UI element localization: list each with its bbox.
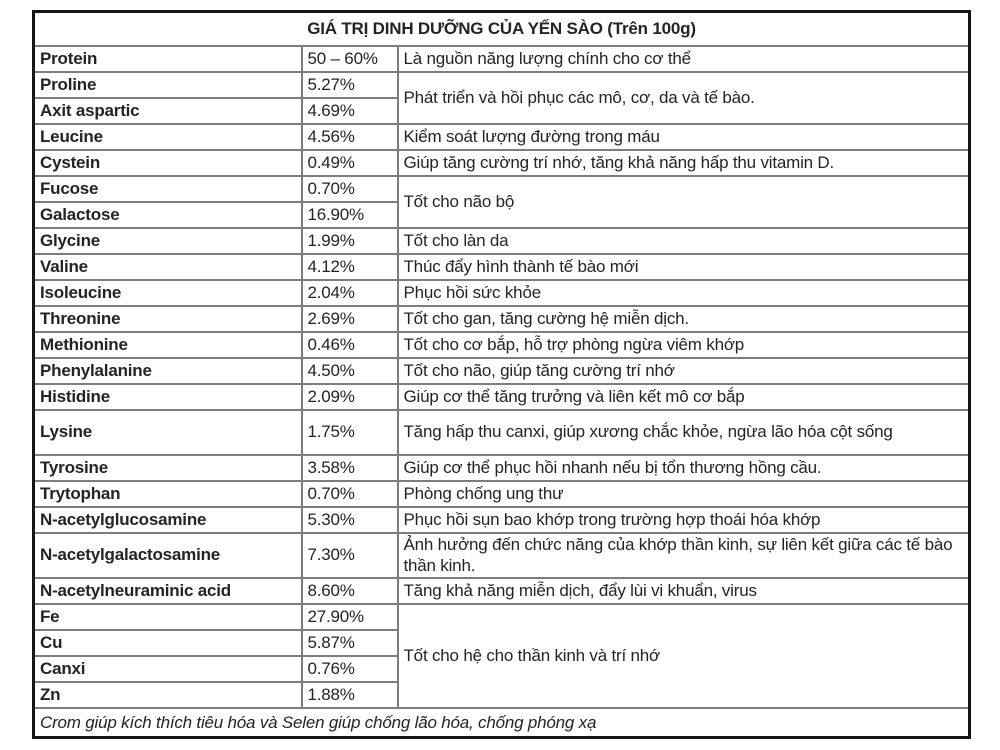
nutrient-value: 0.76% (302, 656, 398, 682)
nutrient-name: Phenylalanine (34, 358, 302, 384)
nutrient-name: Cystein (34, 150, 302, 176)
nutrient-value: 5.87% (302, 630, 398, 656)
table-row (34, 384, 970, 410)
table-title-row (34, 12, 970, 47)
nutrient-name: N-acetylneuraminic acid (34, 578, 302, 604)
nutrient-value: 16.90% (302, 202, 398, 228)
table-row (34, 254, 970, 280)
table-footer-note: Crom giúp kích thích tiêu hóa và Selen giúp chống lão hóa, chống phóng xạ (34, 708, 970, 738)
nutrient-name: Fucose (34, 176, 302, 202)
nutrient-desc: Phục hồi sụn bao khớp trong trường hợp thoái hóa khớp (398, 507, 970, 533)
nutrient-value: 1.75% (302, 410, 398, 455)
nutrient-name: N-acetylglucosamine (34, 507, 302, 533)
table-row (34, 306, 970, 332)
table-row (34, 604, 970, 630)
nutrient-name: Glycine (34, 228, 302, 254)
nutrient-desc: Tăng hấp thu canxi, giúp xương chắc khỏe, ngừa lão hóa cột sống (398, 410, 970, 455)
nutrition-table (32, 10, 971, 739)
nutrient-name: Fe (34, 604, 302, 630)
nutrient-desc: Tăng khả năng miễn dịch, đẩy lùi vi khuẩn, virus (398, 578, 970, 604)
table-row (34, 481, 970, 507)
nutrient-name: Zn (34, 682, 302, 708)
nutrient-name: Lysine (34, 410, 302, 455)
nutrient-name: Galactose (34, 202, 302, 228)
nutrient-value: 27.90% (302, 604, 398, 630)
table-title: GIÁ TRỊ DINH DƯỠNG CỦA YẾN SÀO (Trên 100g) (34, 12, 970, 47)
nutrient-desc: Tốt cho làn da (398, 228, 970, 254)
nutrient-desc: Là nguồn năng lượng chính cho cơ thể (398, 46, 970, 72)
table-row (34, 72, 970, 98)
table-row (34, 228, 970, 254)
table-row (34, 507, 970, 533)
table-row (34, 332, 970, 358)
table-row (34, 124, 970, 150)
nutrient-value: 4.50% (302, 358, 398, 384)
nutrient-value: 1.88% (302, 682, 398, 708)
nutrient-value: 4.12% (302, 254, 398, 280)
nutrient-desc: Tốt cho hệ cho thần kinh và trí nhớ (398, 604, 970, 708)
nutrient-value: 2.69% (302, 306, 398, 332)
nutrient-name: Leucine (34, 124, 302, 150)
table-row (34, 533, 970, 578)
nutrient-value: 0.70% (302, 481, 398, 507)
nutrient-desc: Ảnh hưởng đến chức năng của khớp thần kinh, sự liên kết giữa các tế bào thần kinh. (398, 533, 970, 578)
table-row (34, 358, 970, 384)
table-row (34, 150, 970, 176)
nutrient-desc: Tốt cho não, giúp tăng cường trí nhớ (398, 358, 970, 384)
table-row (34, 280, 970, 306)
table-row (34, 46, 970, 72)
nutrient-value: 0.49% (302, 150, 398, 176)
nutrient-value: 2.09% (302, 384, 398, 410)
nutrient-value: 50 – 60% (302, 46, 398, 72)
nutrient-desc: Phục hồi sức khỏe (398, 280, 970, 306)
table-footer-row (34, 708, 970, 738)
table-row (34, 578, 970, 604)
nutrient-desc: Kiểm soát lượng đường trong máu (398, 124, 970, 150)
nutrient-value: 4.56% (302, 124, 398, 150)
nutrient-desc: Phát triển và hồi phục các mô, cơ, da và tế bào. (398, 72, 970, 124)
nutrient-desc: Tốt cho não bộ (398, 176, 970, 228)
nutrient-name: Threonine (34, 306, 302, 332)
nutrient-desc: Tốt cho gan, tăng cường hệ miễn dịch. (398, 306, 970, 332)
nutrient-desc: Giúp tăng cường trí nhớ, tăng khả năng hấp thu vitamin D. (398, 150, 970, 176)
nutrient-value: 4.69% (302, 98, 398, 124)
nutrient-name: Trytophan (34, 481, 302, 507)
nutrient-value: 5.27% (302, 72, 398, 98)
nutrient-name: Cu (34, 630, 302, 656)
nutrient-desc: Phòng chống ung thư (398, 481, 970, 507)
nutrient-value: 3.58% (302, 455, 398, 481)
nutrient-name: Protein (34, 46, 302, 72)
nutrient-name: Canxi (34, 656, 302, 682)
table-row (34, 410, 970, 455)
nutrient-name: Tyrosine (34, 455, 302, 481)
nutrient-name: Histidine (34, 384, 302, 410)
nutrient-name: Valine (34, 254, 302, 280)
table-row (34, 176, 970, 202)
nutrient-value: 2.04% (302, 280, 398, 306)
nutrient-name: N-acetylgalactosamine (34, 533, 302, 578)
nutrient-value: 7.30% (302, 533, 398, 578)
nutrient-desc: Thúc đẩy hình thành tế bào mới (398, 254, 970, 280)
nutrient-desc: Giúp cơ thể tăng trưởng và liên kết mô cơ bắp (398, 384, 970, 410)
nutrient-value: 8.60% (302, 578, 398, 604)
nutrient-value: 0.46% (302, 332, 398, 358)
nutrient-name: Methionine (34, 332, 302, 358)
nutrient-name: Proline (34, 72, 302, 98)
nutrient-value: 5.30% (302, 507, 398, 533)
nutrient-value: 1.99% (302, 228, 398, 254)
table-row (34, 455, 970, 481)
nutrient-name: Axit aspartic (34, 98, 302, 124)
nutrient-desc: Tốt cho cơ bắp, hỗ trợ phòng ngừa viêm khớp (398, 332, 970, 358)
nutrient-name: Isoleucine (34, 280, 302, 306)
nutrient-desc: Giúp cơ thể phục hồi nhanh nếu bị tổn thương hồng cầu. (398, 455, 970, 481)
nutrient-value: 0.70% (302, 176, 398, 202)
